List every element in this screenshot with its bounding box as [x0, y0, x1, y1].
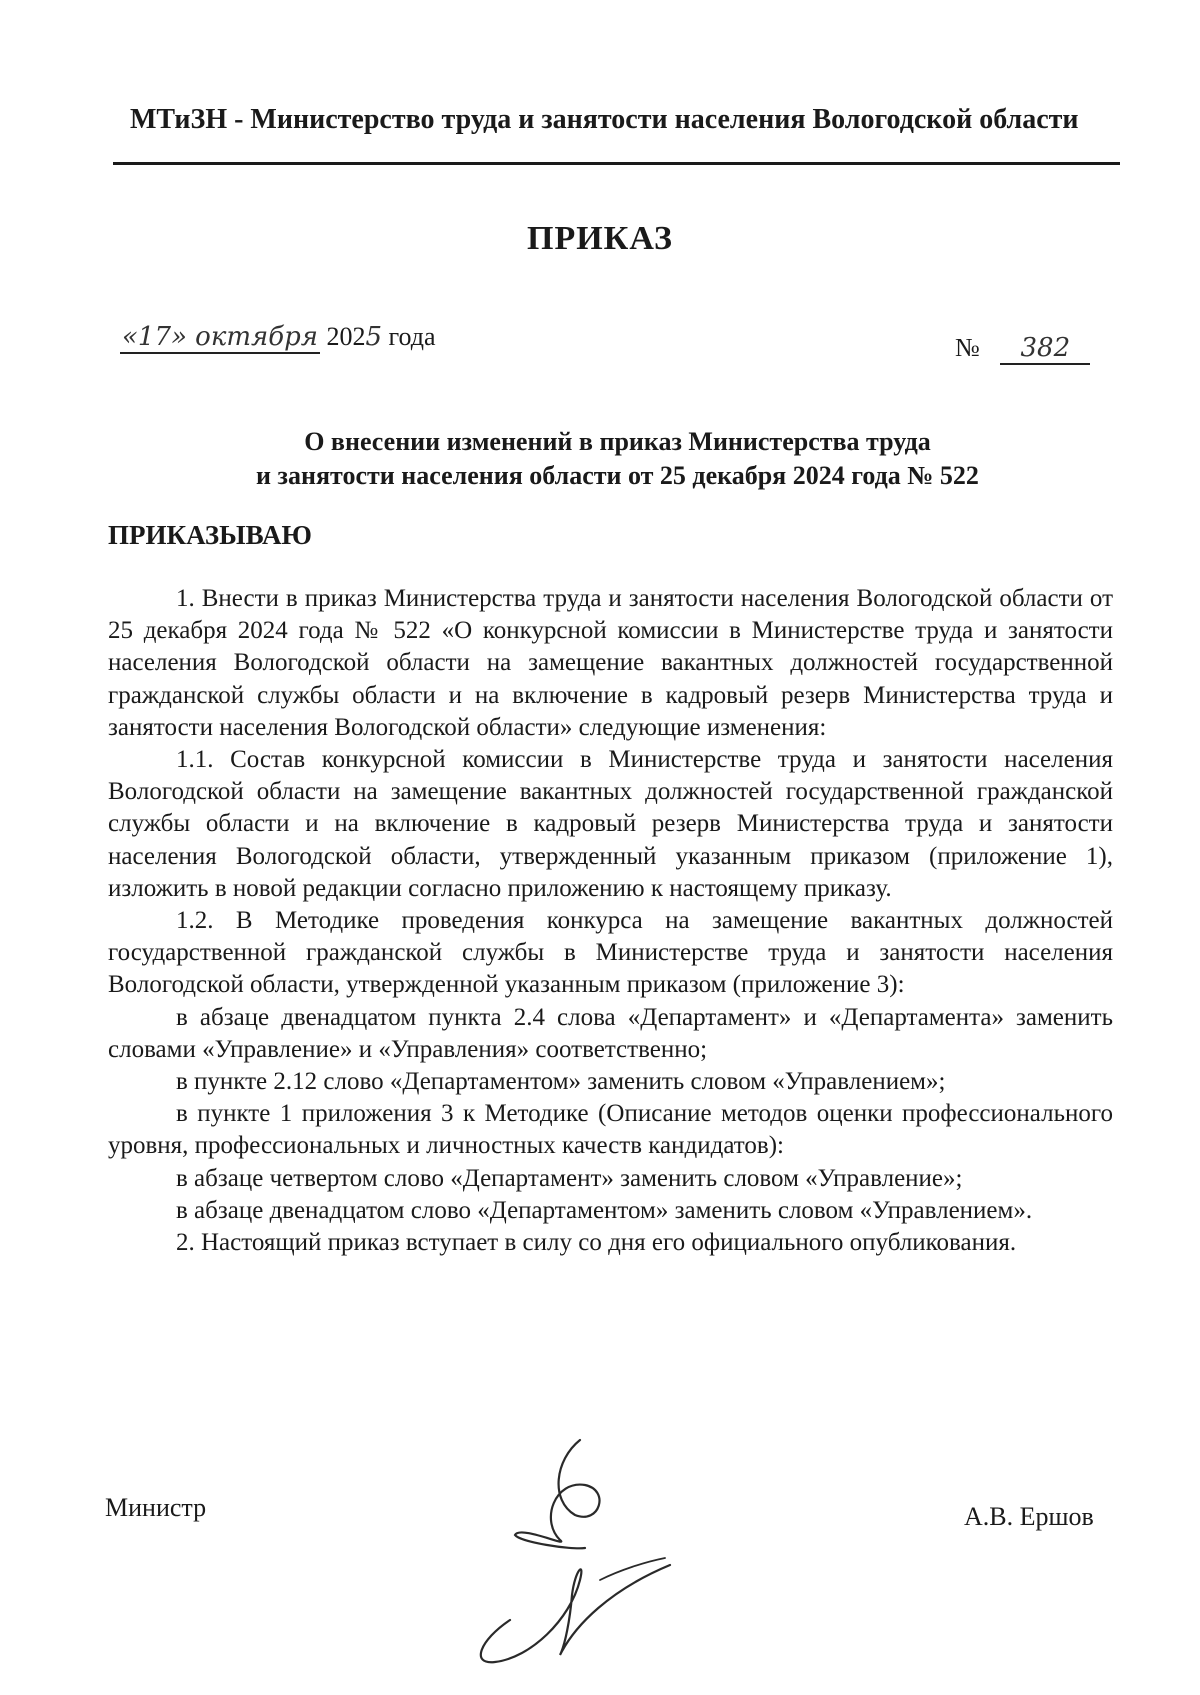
- date-suffix: года: [388, 322, 436, 351]
- document-subject: [0, 425, 1200, 493]
- date-year-printed: 202: [326, 322, 366, 351]
- handwritten-number: 382: [1000, 333, 1090, 365]
- document-body: [108, 583, 1113, 1259]
- body-paragraph: 1.1. Состав конкурсной комиссии в Министерстве труда и занятости населения Вологодской области на замещение вакантных должностей государственной гражданской службы области и на включение в кадровый резерв Министерства труда и занятости населения Вологодской области, утвержденный указанным приказом (приложение 1), изложить в новой редакции согласно приложению к настоящему приказу.: [108, 746, 1113, 902]
- body-paragraph: 1.2. В Методике проведения конкурса на замещение вакантных должностей государственной гражданской службы в Министерстве труда и занятости населения Вологодской области, утвержденной указанным приказом (приложение 3):: [108, 907, 1113, 999]
- handwritten-date: «17» октября: [122, 322, 318, 352]
- body-paragraph: в абзаце двенадцатом слово «Департаментом» заменить словом «Управлением».: [176, 1196, 1033, 1224]
- body-paragraph: в абзаце двенадцатом пункта 2.4 слова «Департамент» и «Департамента» заменить словами «Управление» и «Управления» соответственно;: [108, 1003, 1113, 1063]
- header-divider: [113, 162, 1120, 165]
- body-paragraph: в пункте 1 приложения 3 к Методике (Описание методов оценки профессионального уровня, профессиональных и личностных качеств кандидатов):: [108, 1100, 1113, 1160]
- document-date: [120, 322, 436, 354]
- body-paragraph: в пункте 2.12 слово «Департаментом» заменить словом «Управлением»;: [176, 1068, 946, 1096]
- signer-name: А.В. Ершов: [964, 1502, 1094, 1531]
- date-year-handwritten: 5: [365, 322, 382, 352]
- organization-header: МТиЗН - Министерство труда и занятости населения Вологодской области: [130, 104, 1079, 135]
- body-paragraph: 1. Внести в приказ Министерства труда и занятости населения Вологодской области от 25 декабря 2024 года № 522 «О конкурсной комиссии в Министерстве труда и занятости населения Вологодской области на замещение вакантных должностей государственной гражданской службы области и на включение в кадровый резерв Министерства труда и занятости населения Вологодской области» следующие изменения:: [108, 585, 1113, 741]
- body-paragraph: 2. Настоящий приказ вступает в силу со дня его официального опубликования.: [176, 1229, 1017, 1257]
- subject-line: и занятости населения области от 25 декабря 2024 года № 522: [256, 461, 979, 490]
- order-directive: ПРИКАЗЫВАЮ: [108, 520, 312, 550]
- number-label: №: [955, 333, 980, 362]
- handwritten-signature: [460, 1430, 710, 1670]
- subject-line: О внесении изменений в приказ Министерства труда: [304, 427, 931, 456]
- body-paragraph: в абзаце четвертом слово «Департамент» заменить словом «Управление»;: [176, 1164, 963, 1192]
- signer-position: Министр: [105, 1493, 207, 1522]
- document-title: ПРИКАЗ: [527, 220, 673, 257]
- document-number: [955, 333, 1090, 365]
